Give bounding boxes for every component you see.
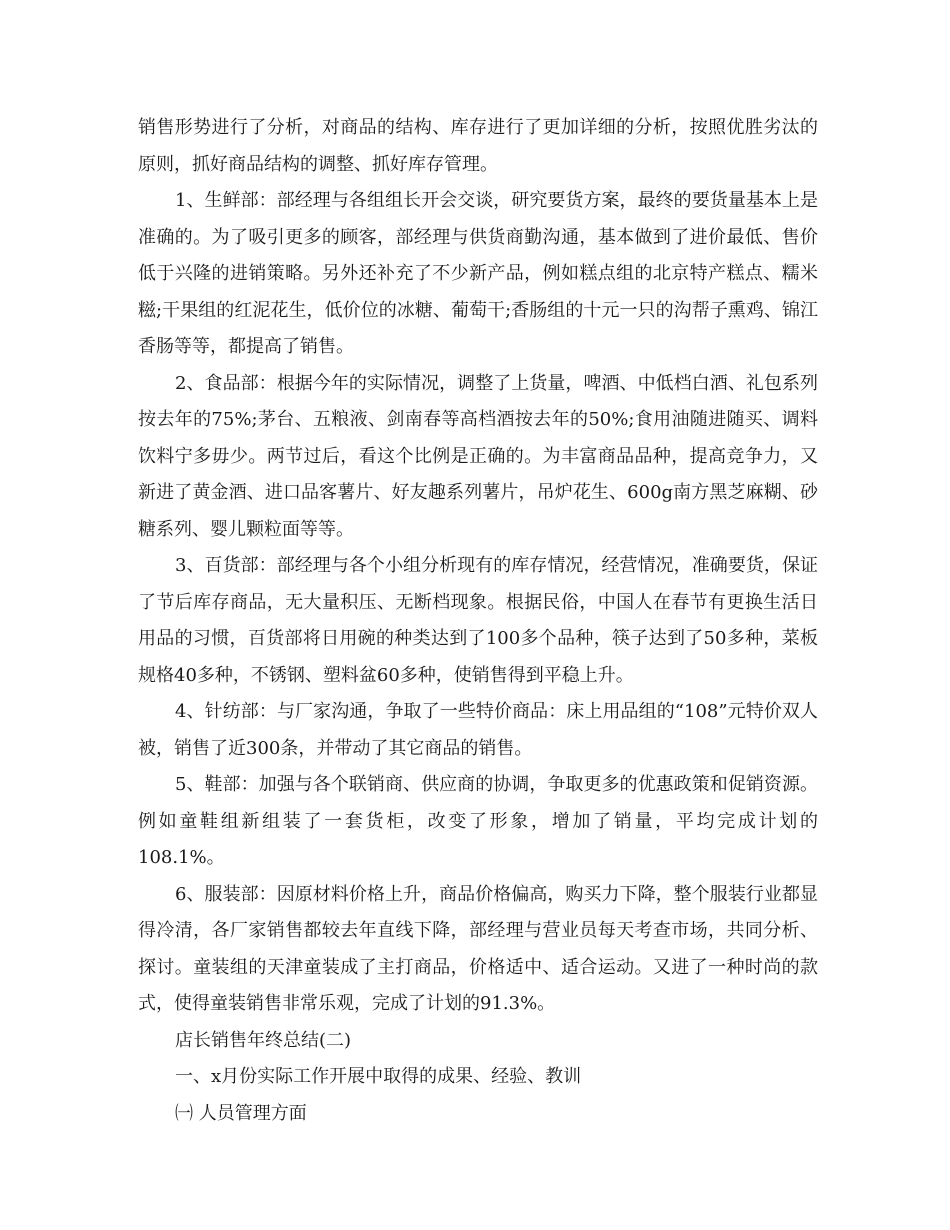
paragraph-fresh-food-department: 1、生鲜部：部经理与各组组长开会交谈，研究要货方案，最终的要货量基本上是准确的。为了吸引更多的顾客，部经理与供货商勤沟通，基本做到了进价最低、售价低于兴隆的进销策略。另外还补充了不少新产品，例如糕点组的北京特产糕点、糯米糍;干果组的红泥花生，低价位的冰糖、葡萄干;香肠组的十元一只的沟帮子熏鸡、锦江香肠等等，都提高了销售。 <box>138 190 818 357</box>
document-body <box>138 110 818 1132</box>
paragraph-textile-department: 4、针纺部：与厂家沟通，争取了一些特价商品：床上用品组的“108”元特价双人被，销售了近300条，并带动了其它商品的销售。 <box>138 701 818 759</box>
section-heading-summary-two: 店长销售年终总结(二) <box>175 1029 352 1051</box>
section-heading-personnel-management: ㈠ 人员管理方面 <box>175 1102 307 1124</box>
paragraph-continuation: 销售形势进行了分析，对商品的结构、库存进行了更加详细的分析，按照优胜劣汰的原则，抓好商品结构的调整、抓好库存管理。 <box>138 117 818 175</box>
paragraph-shoe-department: 5、鞋部：加强与各个联销商、供应商的协调，争取更多的优惠政策和促销资源。例如童鞋组新组装了一套货柜，改变了形象，增加了销量，平均完成计划的108.1%。 <box>138 774 818 868</box>
paragraph-general-merchandise-department: 3、百货部：部经理与各个小组分析现有的库存情况，经营情况，准确要货，保证了节后库存商品，无大量积压、无断档现象。根据民俗，中国人在春节有更换生活日用品的习惯，百货部将日用碗的种类达到了100多个品种，筷子达到了50多种，菜板规格40多种，不锈钢、塑料盆60多种，使销售得到平稳上升。 <box>138 555 818 686</box>
paragraph-food-department: 2、食品部：根据今年的实际情况，调整了上货量，啤酒、中低档白酒、礼包系列按去年的75%;茅台、五粮液、剑南春等高档酒按去年的50%;食用油随进随买、调料饮料宁多毋少。两节过后，看这个比例是正确的。为丰富商品品种，提高竞争力，又新进了黄金酒、进口品客薯片、好友趣系列薯片，吊炉花生、600g南方黑芝麻糊、砂糖系列、婴儿颗粒面等等。 <box>138 372 818 540</box>
paragraph-clothing-department: 6、服装部：因原材料价格上升，商品价格偏高，购买力下降，整个服装行业都显得冷清，各厂家销售都较去年直线下降，部经理与营业员每天考查市场，共同分析、探讨。童装组的天津童装成了主打商品，价格适中、适合运动。又进了一种时尚的款式，使得童装销售非常乐观，完成了计划的91.3%。 <box>138 883 818 1014</box>
section-heading-achievements: 一、x月份实际工作开展中取得的成果、经验、教训 <box>175 1066 582 1087</box>
